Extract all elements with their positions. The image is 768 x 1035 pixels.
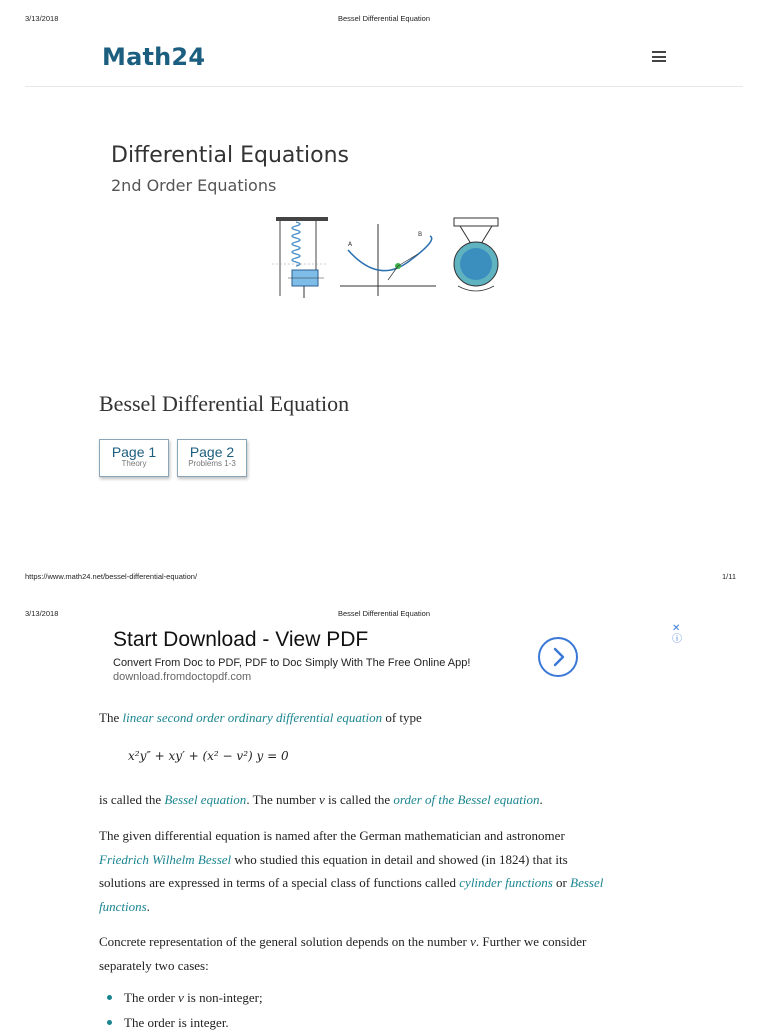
print-page-number: 1/11	[722, 572, 737, 581]
header-divider	[25, 86, 743, 87]
paragraph-cases	[99, 930, 699, 977]
text: who studied this equation in detail and showed (in 1824) that its	[231, 851, 568, 867]
list-item	[124, 986, 263, 1010]
print-title-2: Bessel Differential Equation	[338, 609, 430, 618]
text: is called the	[324, 792, 394, 807]
link-bessel-equation[interactable]: Bessel equation	[164, 792, 247, 807]
paragraph-history	[99, 824, 699, 918]
link-bessel-functions-cont[interactable]: functions	[99, 898, 147, 914]
text-line: The given differential equation is named after the German mathematician and astronomer	[99, 828, 565, 843]
text: is called the	[99, 792, 165, 807]
link-cylinder-functions[interactable]: cylinder functions	[459, 875, 553, 890]
text: .	[146, 898, 150, 914]
print-date-2: 3/13/2018	[25, 609, 59, 618]
ad-arrow-button[interactable]	[538, 637, 578, 677]
ad-close-icon[interactable]: ✕	[672, 623, 681, 634]
page-2-label: Page 2	[189, 444, 235, 460]
bullet-marker	[107, 995, 112, 1000]
bessel-equation: x²y″ + xy′ + (x² − v²) y = 0	[128, 749, 289, 763]
site-logo[interactable]: Math24	[102, 43, 206, 71]
text: . The number	[246, 792, 319, 807]
section-subtitle: 2nd Order Equations	[111, 176, 277, 195]
text: is non-integer;	[183, 990, 263, 1005]
var-v: v	[470, 934, 476, 949]
text: or	[552, 875, 571, 890]
spring-mass-icon	[272, 217, 328, 298]
link-bessel-person[interactable]: Friedrich Wilhelm Bessel	[99, 851, 232, 867]
ad-title[interactable]: Start Download - View PDF	[113, 628, 369, 651]
curve-diagram-icon	[340, 224, 436, 296]
page-2-sublabel: Problems 1-3	[188, 459, 236, 468]
svg-text:A: A	[348, 241, 353, 248]
paragraph-intro	[99, 706, 679, 730]
text-line: separately two cases:	[99, 957, 209, 973]
rotating-disk-icon	[454, 218, 498, 291]
print-date: 3/13/2018	[25, 14, 59, 23]
list-item: The order is integer.	[124, 1015, 229, 1030]
page-1-label: Page 1	[111, 444, 157, 460]
text: The order	[124, 990, 179, 1005]
text: .	[539, 792, 543, 807]
text: . Further we consider	[475, 934, 587, 949]
menu-icon[interactable]	[652, 51, 666, 62]
print-title: Bessel Differential Equation	[338, 14, 430, 23]
page-title: Bessel Differential Equation	[99, 391, 350, 416]
text: Concrete representation of the general solution depends on the number	[99, 934, 471, 949]
page-1-button[interactable]	[99, 439, 169, 477]
var-v: v	[319, 792, 325, 807]
text: of type	[382, 710, 422, 725]
section-title: Differential Equations	[111, 143, 350, 168]
page-1-sublabel: Theory	[121, 459, 147, 468]
differential-equations-illustration	[268, 214, 504, 300]
svg-text:B: B	[418, 231, 423, 238]
ad-info-icon[interactable]: ⓘ	[672, 634, 682, 645]
page-2-button[interactable]	[177, 439, 247, 477]
ad-url[interactable]: download.fromdoctopdf.com	[113, 671, 252, 683]
link-bessel-functions[interactable]: Bessel	[570, 875, 604, 890]
link-order-bessel[interactable]: order of the Bessel equation	[393, 792, 540, 807]
ad-description: Convert From Doc to PDF, PDF to Doc Simply With The Free Online App!	[113, 657, 471, 669]
var-v: v	[178, 990, 184, 1005]
bullet-marker	[107, 1020, 112, 1025]
paragraph-definition	[99, 788, 679, 812]
text: The	[99, 710, 123, 725]
text: solutions are expressed in terms of a special class of functions called	[99, 875, 460, 890]
chevron-right-icon	[540, 639, 576, 675]
print-url: https://www.math24.net/bessel-differential-equation/	[25, 572, 198, 581]
link-linear-ode[interactable]: linear second order ordinary differential equation	[122, 710, 383, 725]
